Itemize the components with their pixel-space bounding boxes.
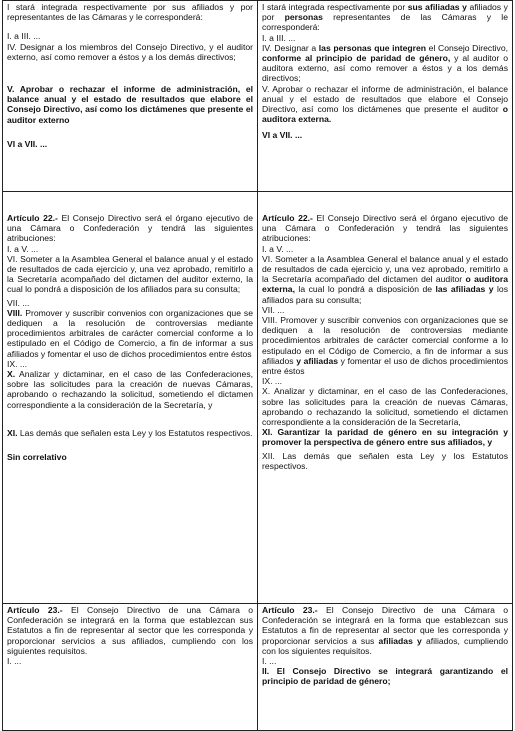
right-cell-proposed-reform: [258, 192, 513, 604]
fraction-range: [262, 130, 508, 140]
right-cell-proposed-reform: [258, 1, 513, 192]
table-row: [3, 192, 513, 604]
fraction-viii: [262, 315, 508, 376]
fraction-range: I. a III. ...: [262, 32, 296, 43]
text-run: y al auditor o auditora externo, así como remover a éstos y a los demás directivos;: [262, 53, 508, 84]
fraction-i: I. ...: [262, 656, 277, 667]
text-run: representantes de las Cámaras y le corresponderá:: [262, 12, 508, 33]
fraction-v: [7, 84, 253, 125]
fraction-xi: [7, 428, 253, 438]
text-run-bold: sus afiliadas y: [407, 2, 467, 12]
table-row: [3, 604, 513, 731]
text-run: V. Aprobar o rechazar el informe de administración, el balance anual y el estado de resultados que elabore el Consejo Directivo, así como los dictámenes que presente el auditor: [262, 83, 508, 115]
table-row: [3, 1, 513, 192]
text-run-bold: personas: [284, 12, 323, 23]
article-number: Artículo 22.-: [262, 213, 313, 223]
article-22: [7, 213, 253, 244]
fraction-ix: IX. ...: [262, 376, 283, 387]
fraction-vi: [262, 254, 508, 305]
fraction-viii: [7, 308, 253, 359]
text-run: Analizar y dictaminar, en el caso de las Confederaciones, sobre las solicitudes para la creación de nuevas Cámaras, aprobando o rechazando la solicitud, sometiendo el dictamen correspondiente a la consideración de la Secretaría, y: [7, 369, 253, 410]
text-run-bold: las personas que integren: [318, 42, 427, 53]
text-run: Promover y suscribir convenios con organizaciones que se dediquen a la resolución de controversias mediante procedimientos arbitrales de carácter comercial conforme a lo estipulado en el Código de Comercio, a fin de informar a sus afiliados y fomentar el uso de dichos procedimientos entre éstos: [7, 307, 253, 359]
fraction-i: I. ...: [7, 656, 22, 667]
fraction-vii: VII. ...: [7, 297, 30, 308]
text-run: los afiliados para su consulta;: [262, 284, 509, 305]
text-run-bold: o auditora externa.: [262, 104, 508, 125]
text-run-bold: afiliadas y: [378, 635, 422, 646]
text-run: VIII. Promover y suscribir convenios con organizaciones que se dediquen a la resolución de controversias mediante procedimientos arbitrales de carácter comercial conforme a lo estipulado en el Código de Comercio, a fin de informar a sus afiliados: [262, 315, 508, 366]
article-number: Artículo 23.-: [262, 605, 318, 615]
text-run: el Consejo Directivo,: [426, 42, 508, 53]
fraction-x: [7, 369, 253, 410]
fraction-range: I. a V. ...: [7, 243, 39, 254]
fraction-xi: [262, 427, 508, 447]
article-23: [262, 605, 508, 656]
fraction-iv: IV. Designar a los miembros del Consejo Directivo, y el auditor externo, así como remover a éstos y a los demás directivos;: [7, 41, 253, 62]
left-cell-current-law: [3, 192, 258, 604]
no-correlative-text: Sin correlativo: [7, 452, 67, 463]
text-run-bold: y afiliadas: [296, 355, 339, 366]
text-run: la cual lo pondrá a disposición de: [294, 284, 436, 295]
fraction-v-text: V. Aprobar o rechazar el informe de administración, el balance anual y el estado de resultados que elabore el Consejo Directivo, así como los dictámenes que presente el auditor externo: [7, 84, 253, 125]
text-run: El Consejo Directivo de una Cámara o Confederación se integrará en la forma que establezcan sus Estatutos a fin de representar al sector que les corresponda y proporcionar servicios a sus: [262, 605, 508, 646]
fraction-vi: VI. Someter a la Asamblea General el balance anual y el estado de resultados de cada ejercicio y, una vez aprobado, remitirlo a la Secretaría acompañado del dictamen del auditor externo, la cual lo pondrá a disposición de los afiliados para su consulta;: [7, 253, 253, 295]
text-run-bold: las afiliadas y: [435, 284, 494, 295]
text-run: El Consejo Directivo de una Cámara o Confederación se integrará en la forma que establezcan sus Estatutos a fin de representar al sector que les corresponda y proporcionar servicios a sus afiliados, cumpliendo con los siguientes requisitos.: [7, 605, 253, 656]
text-run: IV. Designar a: [262, 42, 319, 53]
text-run: afiliados, cumpliendo con los siguientes requisitos.: [262, 635, 508, 656]
text-run: VI. Someter a la Asamblea General el balance anual y el estado de resultados de cada ejercicio y, una vez aprobado, remitirlo a la Secretaría acompañado del dictamen del auditor: [262, 253, 508, 285]
fraction-range: [7, 139, 253, 149]
article-number: Artículo 23.-: [7, 605, 63, 615]
text-run: Las demás que señalen esta Ley y los Estatutos respectivos.: [17, 427, 253, 438]
article-23: [7, 605, 253, 656]
text-run: El Consejo Directivo será el órgano ejecutivo de una Cámara o Confederación y tendrá las siguientes atribuciones:: [262, 213, 508, 244]
fraction-number: XI.: [7, 427, 18, 438]
fraction-vii: VII. ...: [262, 304, 285, 315]
text-run: afiliados y por: [262, 2, 508, 23]
fraction-number: X.: [7, 369, 16, 380]
left-cell-current-law: [3, 1, 258, 192]
text-run: y fomentar el uso de dichos procedimientos entre éstos: [262, 355, 508, 377]
right-cell-proposed-reform: [258, 604, 513, 731]
comparison-table: [2, 0, 513, 731]
fraction-range-text: VI a VII. ...: [7, 138, 48, 149]
paragraph: [262, 2, 508, 33]
fraction-v: [262, 84, 508, 125]
left-cell-current-law: [3, 604, 258, 731]
fraction-ii-text: II. El Consejo Directivo se integrará garantizando el principio de paridad de género;: [262, 666, 508, 687]
fraction-ix: IX. ...: [7, 358, 28, 369]
paragraph: I stará integrada respectivamente por sus afiliados y por representantes de las Cámaras y le corresponderá:: [7, 2, 253, 23]
fraction-ii: [262, 666, 508, 686]
fraction-range: I. a V. ...: [262, 243, 294, 254]
text-run-bold: conforme al principio de paridad de género,: [262, 53, 451, 64]
fraction-range-text: VI a VII. ...: [262, 130, 303, 141]
article-22: [262, 213, 508, 244]
fraction-number: VIII.: [7, 307, 23, 318]
fraction-xi-text: XI. Garantizar la paridad de género en su integración y promover la perspectiva de género entre sus afiliados, y: [262, 427, 508, 448]
text-run: I stará integrada respectivamente por: [262, 2, 408, 12]
text-run-bold: o auditora externa,: [262, 274, 508, 295]
fraction-xii: XII. Las demás que señalen esta Ley y los Estatutos respectivos.: [262, 450, 508, 471]
no-correlative-note: [7, 452, 253, 462]
text-run: El Consejo Directivo será el órgano ejecutivo de una Cámara o Confederación y tendrá las siguientes atribuciones:: [7, 213, 253, 244]
fraction-x: X. Analizar y dictaminar, en el caso de las Confederaciones, sobre las solicitudes para la creación de nuevas Cámaras, aprobando o rechazando la solicitud, sometiendo el dictamen correspondiente a la consideración de la Secretaría,: [262, 386, 508, 428]
fraction-iv: [262, 43, 508, 84]
fraction-range: I. a III. ...: [7, 31, 41, 42]
article-number: Artículo 22.-: [7, 213, 58, 223]
